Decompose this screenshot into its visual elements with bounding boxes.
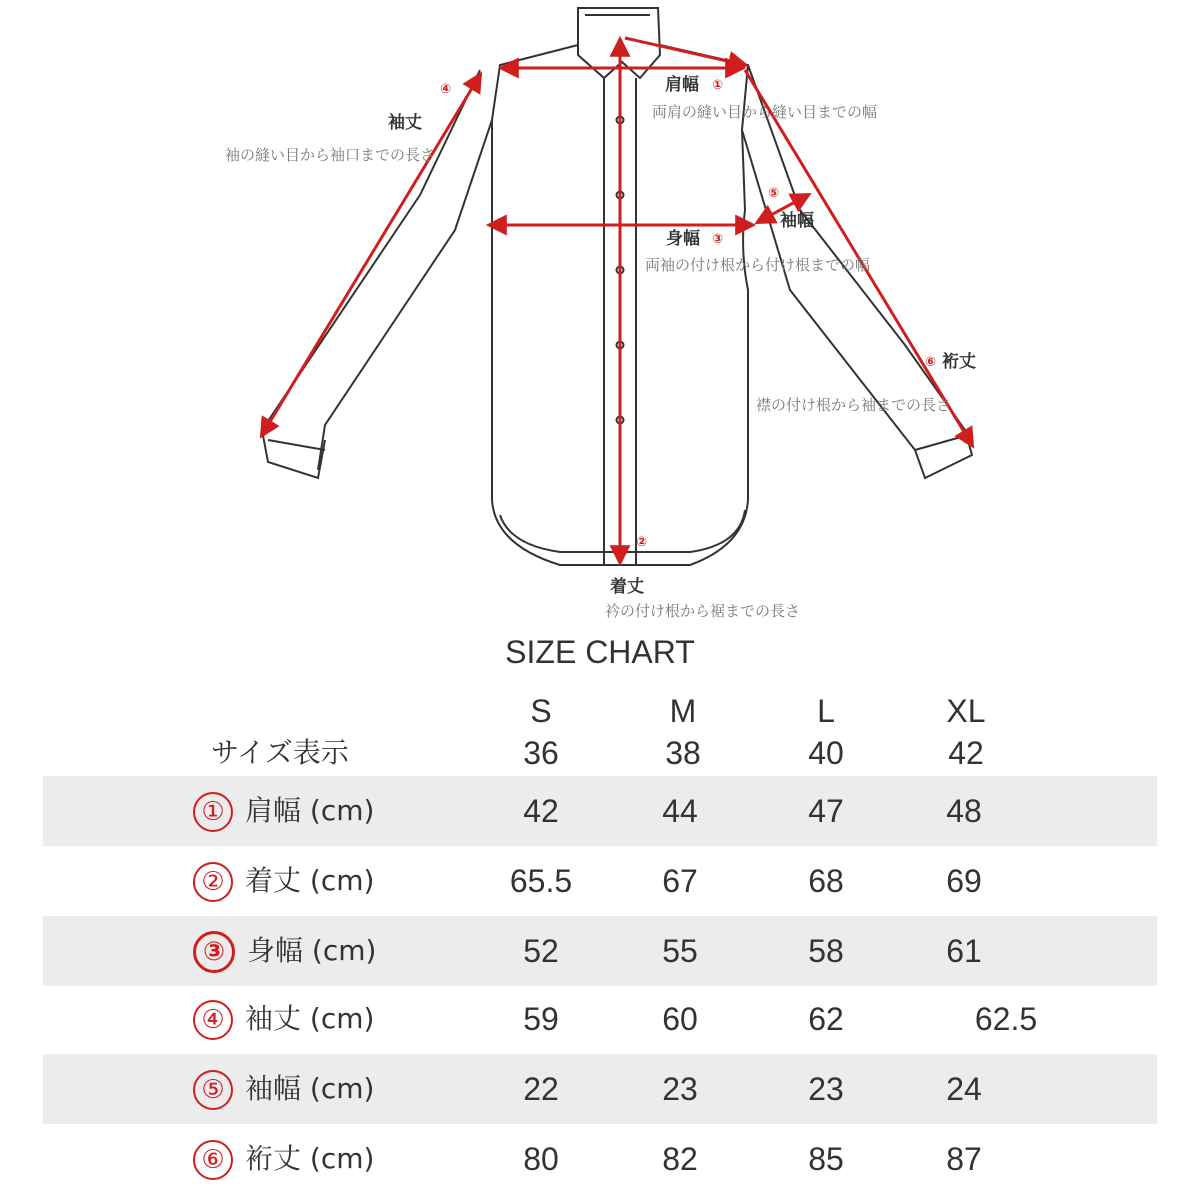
svg-text:両袖の付け根から付け根までの幅: 両袖の付け根から付け根までの幅 xyxy=(645,256,871,274)
yuki-length-arrow xyxy=(625,38,745,65)
row-number-badge: ⑤ xyxy=(193,1070,233,1110)
measurement-row-sleeve-length xyxy=(43,984,1157,1054)
row-number-badge: ① xyxy=(193,792,233,832)
svg-text:袖の縫い目から袖口までの長さ: 袖の縫い目から袖口までの長さ xyxy=(225,146,436,164)
svg-text:身幅: 身幅 xyxy=(666,229,700,249)
svg-text:着丈: 着丈 xyxy=(610,577,644,597)
row-label: 肩幅 (cm) xyxy=(245,794,375,827)
svg-text:①: ① xyxy=(712,78,724,93)
row-number-badge: ⑥ xyxy=(193,1140,233,1180)
label-sleeve-length xyxy=(225,82,451,164)
value-cell: 24 xyxy=(946,1071,982,1107)
row-number-badge: ② xyxy=(193,862,233,902)
size-header-l: L xyxy=(817,693,835,729)
size-header-xl: XL xyxy=(946,693,986,729)
svg-text:⑥: ⑥ xyxy=(925,355,937,370)
value-cell: 23 xyxy=(662,1071,698,1107)
size-display-label: サイズ表示 xyxy=(211,736,349,769)
label-yuki-length xyxy=(756,351,976,414)
row-label: 着丈 (cm) xyxy=(245,864,375,897)
row-number-badge: ③ xyxy=(193,931,235,973)
value-cell: 65.5 xyxy=(509,863,573,899)
svg-text:両肩の縫い目から縫い目までの幅: 両肩の縫い目から縫い目までの幅 xyxy=(652,103,878,121)
value-cell: 62.5 xyxy=(974,1001,1038,1037)
value-cell: 61 xyxy=(946,933,982,969)
row-label: 身幅 (cm) xyxy=(247,934,377,967)
sleeve-length-arrow xyxy=(262,75,480,435)
measurement-row-shoulder xyxy=(43,776,1157,846)
shirt-outline xyxy=(262,8,972,565)
label-shoulder-width xyxy=(652,74,877,121)
value-cell: 47 xyxy=(808,793,844,829)
value-cell: 44 xyxy=(662,793,698,829)
svg-text:袖丈: 袖丈 xyxy=(388,113,422,133)
value-cell: 80 xyxy=(523,1141,559,1177)
label-sleeve-width xyxy=(768,186,814,231)
measurement-row-yuki-length xyxy=(43,1124,1157,1194)
size-chart-title: SIZE CHART xyxy=(505,634,695,670)
value-cell: 82 xyxy=(662,1141,698,1177)
label-chest-width xyxy=(645,228,870,274)
svg-text:肩幅: 肩幅 xyxy=(665,75,699,95)
size-header-m: M xyxy=(669,693,697,729)
svg-text:⑤: ⑤ xyxy=(768,186,780,201)
value-cell: 23 xyxy=(808,1071,844,1107)
value-cell: 55 xyxy=(662,933,698,969)
row-label: 袖幅 (cm) xyxy=(245,1072,375,1105)
row-number-badge: ④ xyxy=(193,1000,233,1040)
size-header-s: S xyxy=(530,693,552,729)
svg-text:袖幅: 袖幅 xyxy=(780,211,814,231)
size-display-xl: 42 xyxy=(948,735,984,771)
svg-text:裄丈: 裄丈 xyxy=(942,352,976,372)
row-label: 袖丈 (cm) xyxy=(245,1002,375,1035)
svg-text:④: ④ xyxy=(440,82,452,97)
svg-text:②: ② xyxy=(636,535,648,550)
label-length xyxy=(605,535,800,620)
size-display-m: 38 xyxy=(665,735,701,771)
svg-text:襟の付け根から袖までの長さ: 襟の付け根から袖までの長さ xyxy=(756,396,952,414)
value-cell: 22 xyxy=(523,1071,559,1107)
value-cell: 59 xyxy=(523,1001,559,1037)
value-cell: 58 xyxy=(808,933,844,969)
size-display-l: 40 xyxy=(808,735,844,771)
measurement-row-chest xyxy=(43,916,1157,986)
measurement-row-length xyxy=(43,846,1157,916)
value-cell: 60 xyxy=(662,1001,698,1037)
value-cell: 69 xyxy=(946,863,982,899)
svg-text:衿の付け根から裾までの長さ: 衿の付け根から裾までの長さ xyxy=(605,602,801,620)
value-cell: 52 xyxy=(523,933,559,969)
value-cell: 68 xyxy=(808,863,844,899)
value-cell: 85 xyxy=(808,1141,844,1177)
size-display-s: 36 xyxy=(523,735,559,771)
value-cell: 87 xyxy=(946,1141,982,1177)
value-cell: 48 xyxy=(946,793,982,829)
row-label: 裄丈 (cm) xyxy=(245,1142,375,1175)
measurement-row-sleeve-width xyxy=(43,1054,1157,1124)
size-chart-table xyxy=(0,630,1200,1200)
value-cell: 62 xyxy=(808,1001,844,1037)
value-cell: 67 xyxy=(662,863,698,899)
value-cell: 42 xyxy=(523,793,559,829)
svg-text:③: ③ xyxy=(712,232,724,247)
